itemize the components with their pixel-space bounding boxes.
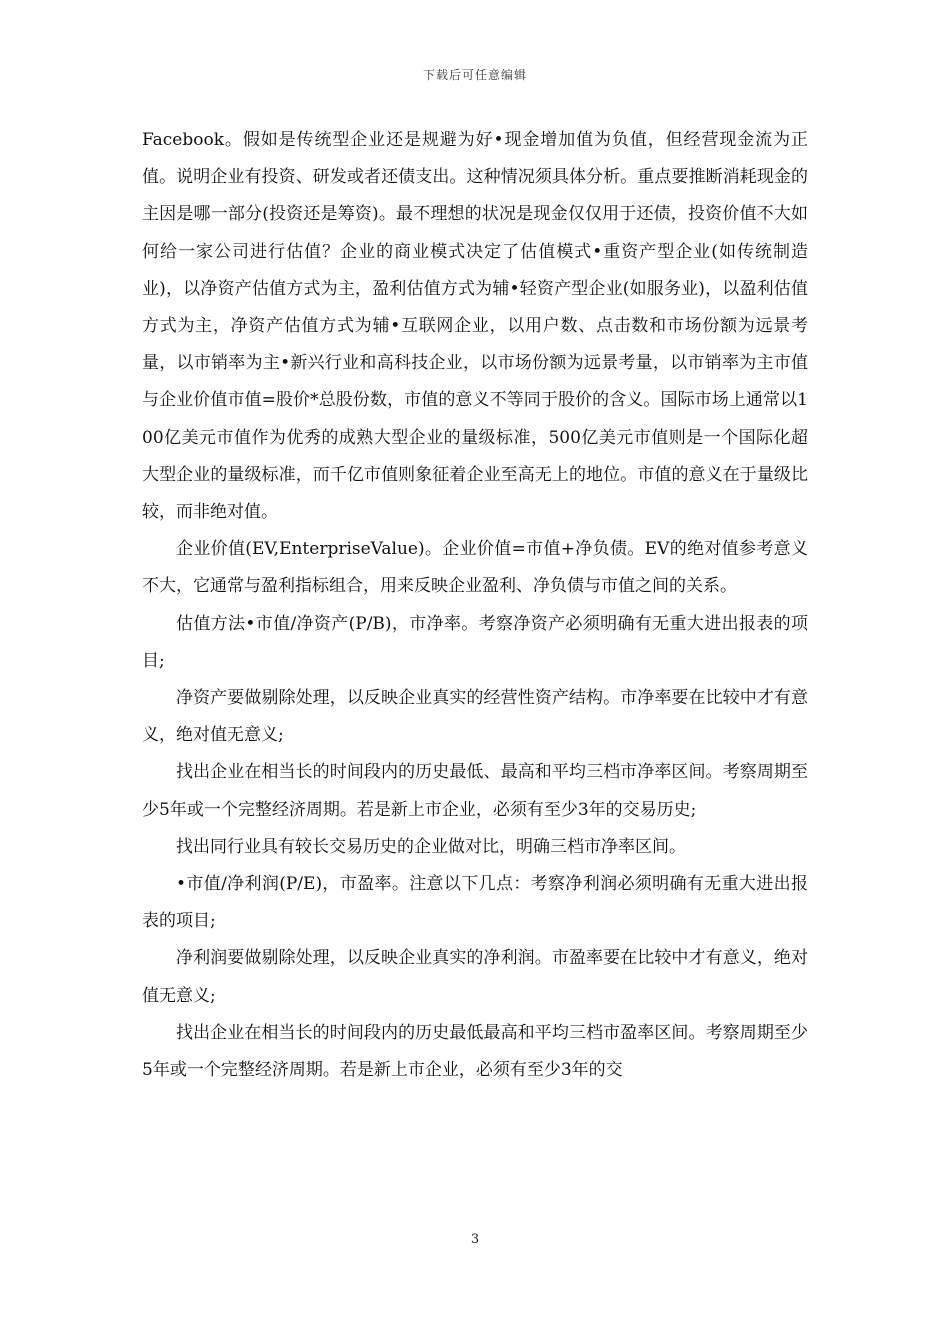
paragraph-5: 找出企业在相当长的时间段内的历史最低、最高和平均三档市净率区间。考察周期至少5年或一个完整经济周期。若是新上市企业，必须有至少3年的交易历史; xyxy=(142,762,808,820)
paragraph-6: 找出同行业具有较长交易历史的企业做对比，明确三档市净率区间。 xyxy=(176,836,686,857)
page-header: 下载后可任意编辑 xyxy=(422,68,527,82)
paragraph-1: Facebook。假如是传统型企业还是规避为好•现金增加值为负值，但经营现金流为正值。说明企业有投资、研发或者还债支出。这种情况须具体分析。重点要推断消耗现金的主因是哪一部分(投资还是筹资)。最不理想的状况是现金仅仅用于还债，投资价值不大如何给一家公司进行估值？企业的商业模式决定了估值模式•重资产型企业(如传统制造业)，以净资产估值方式为主，盈利估值方式为辅•轻资产型企业(如服务业)，以盈利估值方式为主，净资产估值方式为辅•互联网企业，以用户数、点击数和市场份额为远景考量，以市销率为主•新兴行业和高科技企业，以市场份额为远景考量，以市销率为主市值与企业价值市值=股价*总股份数，市值的意义不等同于股价的含义。国际市场上通常以100亿美元市值作为优秀的成熟大型企业的量级标准，500亿美元市值则是一个国际化超大型企业的量级标准，而千亿市值则象征着企业至高无上的地位。市值的意义在于量级比较，而非绝对值。 xyxy=(142,130,808,523)
paragraph-8: 净利润要做剔除处理，以反映企业真实的净利润。市盈率要在比较中才有意义，绝对值无意义; xyxy=(142,948,808,1006)
page-number: 3 xyxy=(470,1232,480,1247)
paragraph-2: 企业价值(EV,EnterpriseValue)。企业价值=市值+净负债。EV的绝对值参考意义不大，它通常与盈利指标组合，用来反映企业盈利、净负债与市值之间的关系。 xyxy=(142,539,808,597)
paragraph-4: 净资产要做剔除处理，以反映企业真实的经营性资产结构。市净率要在比较中才有意义，绝对值无意义; xyxy=(142,688,808,746)
paragraph-3: 估值方法•市值/净资产(P/B)，市净率。考察净资产必须明确有无重大进出报表的项目; xyxy=(142,613,808,671)
paragraph-7: •市值/净利润(P/E)，市盈率。注意以下几点：考察净利润必须明确有无重大进出报表的项目; xyxy=(142,874,808,932)
document-body xyxy=(142,122,808,1089)
paragraph-9: 找出企业在相当长的时间段内的历史最低最高和平均三档市盈率区间。考察周期至少5年或一个完整经济周期。若是新上市企业，必须有至少3年的交 xyxy=(142,1022,808,1081)
